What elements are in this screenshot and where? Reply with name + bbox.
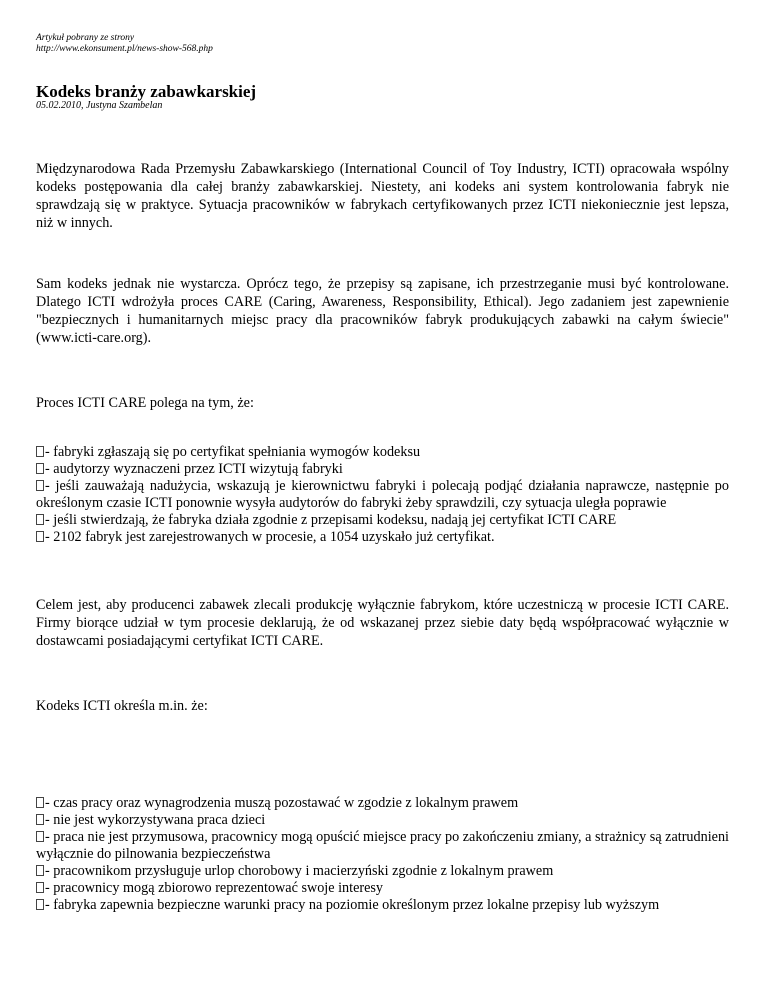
list-item [36,478,729,512]
list-item-text: - fabryki zgłaszają się po certyfikat spełniania wymogów kodeksu [45,444,421,460]
missing-glyph-icon [36,865,44,876]
list-item [36,795,729,812]
source-note [36,33,213,55]
list-item [36,812,729,829]
list-item-text: - pracownikom przysługuje urlop chorobowy i macierzyński zgodnie z lokalnym prawem [45,863,554,879]
paragraph-goal: Celem jest, aby producenci zabawek zlecali produkcję wyłącznie fabrykom, które uczestniczą w procesie ICTI CARE. Firmy biorące udział w tym procesie deklarują, że od wskazanej przez siebie daty będą współpracować wyłącznie w dostawcami posiadającymi certyfikat ICTI CARE. [36,597,729,649]
care-steps-list [36,444,729,546]
source-url: http://www.ekonsument.pl/news-show-568.php [36,44,213,54]
list-item [36,512,729,529]
list-item [36,529,729,546]
paragraph-care: Sam kodeks jednak nie wystarcza. Oprócz tego, że przepisy są zapisane, ich przestrzeganie musi być kontrolowane. Dlatego ICTI wdrożyła proces CARE (Caring, Awareness, Responsibility, Ethical). Jego zadaniem jest zapewnienie "bezpiecznych i humanitarnych miejsc pracy dla pracowników fabryk produkujących zabawki na całym świecie" (www.icti-care.org). [36,276,729,346]
missing-glyph-icon [36,480,44,491]
list-item [36,863,729,880]
missing-glyph-icon [36,463,44,474]
missing-glyph-icon [36,531,44,542]
missing-glyph-icon [36,882,44,893]
list-item-text: - fabryka zapewnia bezpieczne warunki pracy na poziomie określonym przez lokalne przepisy lub wyższym [45,897,660,913]
missing-glyph-icon [36,831,44,842]
list-item-text: - 2102 fabryk jest zarejestrowanych w procesie, a 1054 uzyskało już certyfikat. [45,529,495,545]
list-item-text: - nie jest wykorzystywana praca dzieci [45,812,266,828]
list-item-text: - pracownicy mogą zbiorowo reprezentować swoje interesy [45,880,383,896]
list-item-text: - praca nie jest przymusowa, pracownicy mogą opuścić miejsce pracy po zakończeniu zmiany, a strażnicy są zatrudnieni wyłącznie do pilnowania bezpieczeństwa [36,829,729,862]
article-title: Kodeks branży zabawkarskiej [36,82,257,101]
list-item [36,461,729,478]
missing-glyph-icon [36,814,44,825]
missing-glyph-icon [36,446,44,457]
paragraph-care-lead: Proces ICTI CARE polega na tym, że: [36,395,254,411]
list-item-text: - jeśli stwierdzają, że fabryka działa zgodnie z przepisami kodeksu, nadają jej certyfikat ICTI CARE [45,512,617,528]
list-item-text: - jeśli zauważają nadużycia, wskazują je kierownictwu fabryki i polecają podjąć działania naprawcze, następnie po określonym czasie ICTI ponownie wysyła audytorów do fabryki żeby sprawdzili, czy sytuacja uległa poprawie [36,478,729,511]
missing-glyph-icon [36,514,44,525]
list-item-text: - audytorzy wyznaczeni przez ICTI wizytują fabryki [45,461,343,477]
list-item-text: - czas pracy oraz wynagrodzenia muszą pozostawać w zgodzie z lokalnym prawem [45,795,519,811]
list-item [36,880,729,897]
code-rules-list [36,795,729,914]
list-item [36,444,729,461]
missing-glyph-icon [36,797,44,808]
source-label: Artykuł pobrany ze strony [36,33,135,43]
list-item [36,829,729,863]
missing-glyph-icon [36,899,44,910]
list-item [36,897,729,914]
paragraph-code-lead: Kodeks ICTI określa m.in. że: [36,698,208,714]
paragraph-intro: Międzynarodowa Rada Przemysłu Zabawkarskiego (International Council of Toy Industry, ICTI) opracowała wspólny kodeks postępowania dla całej branży zabawkarskiej. Niestety, ani kodeks ani system kontrolowania fabryk nie sprawdzają się w praktyce. Sytuacja pracowników w fabrykach certyfikowanych przez ICTI niekoniecznie jest lepsza, niż w innych. [36,161,729,231]
article-byline: 05.02.2010, Justyna Szambelan [36,100,163,111]
